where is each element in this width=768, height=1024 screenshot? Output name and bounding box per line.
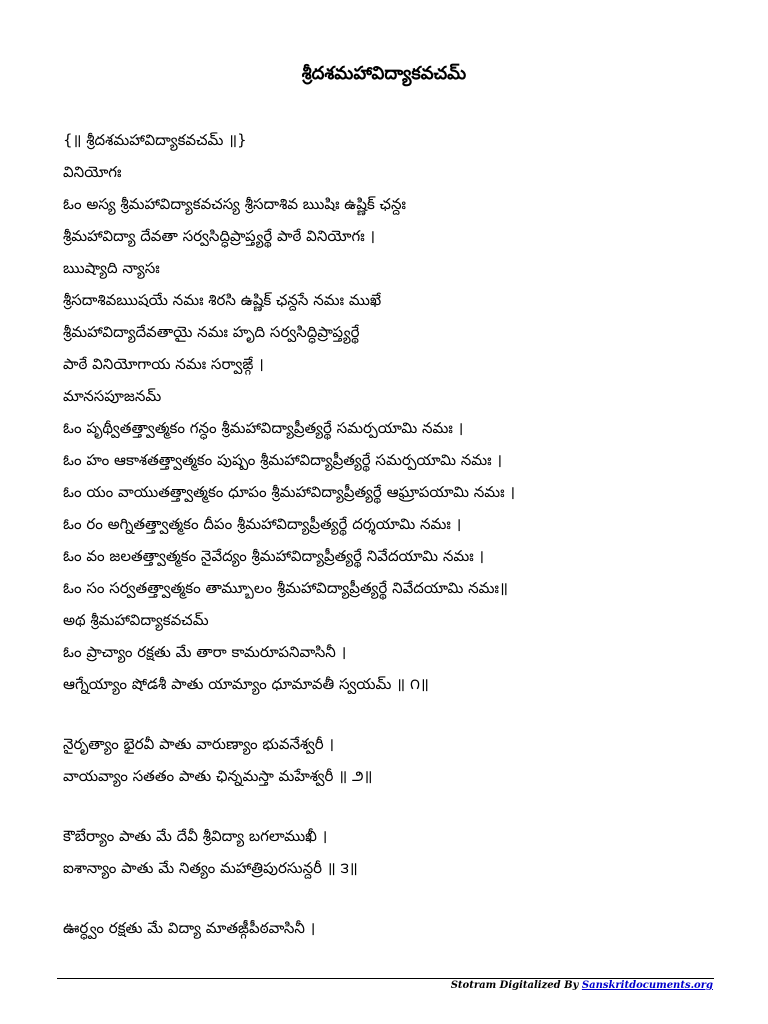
stotra-line: వినియోగః <box>63 163 122 181</box>
stotra-line: {॥ శ్రీదశమహావిద్యాకవచమ్ ॥} <box>63 131 247 149</box>
stotra-line: ఓం రం అగ్నితత్త్వాత్మకం దీపం శ్రీమహావిద్యాప్రీత్యర్థే దర్శయామి నమః । <box>63 515 462 533</box>
page-title: శ్రీదశమహావిద్యాకవచమ్ <box>301 63 467 84</box>
footer-credit <box>451 980 713 991</box>
stotra-line: ఓం ప్రాచ్యాం రక్షతు మే తారా కామరూపనివాసినీ । <box>63 643 347 661</box>
stotra-line: ఓం వం జలతత్త్వాత్మకం నైవేద్యం శ్రీమహావిద్యాప్రీత్యర్థే నివేదయామి నమః । <box>63 547 485 565</box>
stotra-line: శ్రీసదాశివఋషయే నమః శిరసి ఉష్ణిక్ ఛన్దసే నమః ముఖే <box>63 291 382 309</box>
stotra-line: మానసపూజనమ్ <box>63 387 162 405</box>
stotra-line: అథ శ్రీమహావిద్యాకవచమ్ <box>63 611 209 629</box>
stotra-line: ఓం యం వాయుతత్త్వాత్మకం ధూపం శ్రీమహావిద్యాప్రీత్యర్థే ఆఘ్రాపయామి నమః । <box>63 483 515 501</box>
stotra-line: ఓం అస్య శ్రీమహావిద్యాకవచస్య శ్రీసదాశివ ఋషిః ఉష్ణిక్ ఛన్దః <box>63 195 406 213</box>
stanza-gap <box>63 792 753 820</box>
stotra-line: ఐశాన్యాం పాతు మే నిత్యం మహాత్రిపురసున్దరీ ॥ ౩॥ <box>63 859 358 877</box>
stotra-line: ఋష్యాది న్యాసః <box>63 259 160 277</box>
stotra-line: పాఠే వినియోగాయ నమః సర్వాఙ్గే । <box>63 355 264 373</box>
stotra-line: ఓం సం సర్వతత్త్వాత్మకం తామ్బూలం శ్రీమహావిద్యాప్రీత్యర్థే నివేదయామి నమః॥ <box>63 579 508 597</box>
stotra-text <box>63 124 753 944</box>
stanza-gap <box>63 884 753 912</box>
stotra-line: శ్రీమహావిద్యాదేవతాయై నమః హృది సర్వసిద్ధిప్రాప్త్యర్థే <box>63 323 360 341</box>
footer-prefix: Stotram Digitalized By <box>450 980 582 991</box>
stotra-line: నైరృత్యాం భైరవీ పాతు వారుణ్యాం భువనేశ్వరీ । <box>63 735 335 753</box>
stotra-line: ఓం హం ఆకాశతత్త్వాత్మకం పుష్పం శ్రీమహావిద్యాప్రీత్యర్థే సమర్పయామి నమః । <box>63 451 503 469</box>
stotra-line: ఓం పృథ్వీతత్త్వాత్మకం గన్ధం శ్రీమహావిద్యాప్రీత్యర్థే సమర్పయామి నమః । <box>63 419 464 437</box>
footer-divider <box>57 978 714 979</box>
sanskritdocuments-link[interactable]: Sanskritdocuments.org <box>581 980 713 991</box>
stotra-line: కౌబేర్యాం పాతు మే దేవీ శ్రీవిద్యా బగలాముఖీ । <box>63 827 328 845</box>
stotra-line: ఆగ్నేయ్యాం షోడశీ పాతు యామ్యాం ధూమావతీ స్వయమ్ ॥ ౧॥ <box>63 675 429 693</box>
stanza-gap <box>63 700 753 728</box>
stotra-line: వాయవ్యాం సతతం పాతు ఛిన్నమస్తా మహేశ్వరీ ॥ ౨॥ <box>63 767 373 785</box>
stotra-line: శ్రీమహావిద్యా దేవతా సర్వసిద్ధిప్రాప్త్యర్థే పాఠే వినియోగః । <box>63 227 376 245</box>
stotra-line: ఊర్ధ్వం రక్షతు మే విద్యా మాతఙ్గీపీఠవాసినీ । <box>63 919 316 937</box>
